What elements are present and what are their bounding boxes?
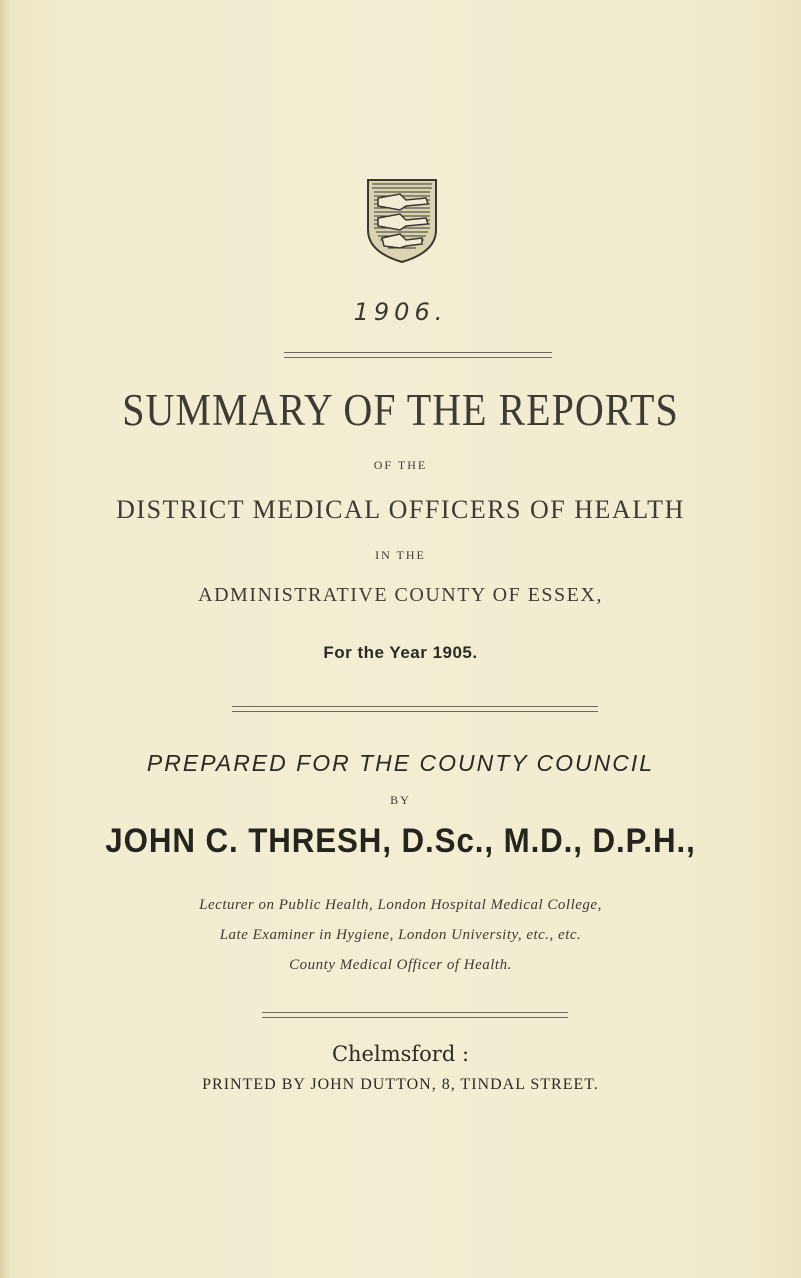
author-credential: Late Examiner in Hygiene, London University, etc., etc. — [219, 927, 582, 943]
title-connector: OF THE — [373, 458, 428, 472]
report-period: For the Year 1905. — [323, 643, 478, 662]
divider — [284, 352, 552, 358]
report-subject: DISTRICT MEDICAL OFFICERS OF HEALTH — [116, 495, 685, 524]
by-line: BY — [390, 793, 411, 807]
title-connector: IN THE — [375, 548, 426, 562]
author-credential: County Medical Officer of Health. — [289, 957, 512, 973]
publication-year: 1906. — [353, 298, 448, 326]
author-credential: Lecturer on Public Health, London Hospital Medical College, — [199, 897, 602, 913]
author-name: JOHN C. THRESH, D.Sc., M.D., D.P.H., — [105, 822, 696, 860]
report-county: ADMINISTRATIVE COUNTY OF ESSEX, — [198, 584, 603, 606]
prepared-for: PREPARED FOR THE COUNTY COUNCIL — [146, 750, 655, 776]
imprint-printer: PRINTED BY JOHN DUTTON, 8, TINDAL STREET. — [202, 1076, 599, 1093]
imprint-city: Chelmsford : — [331, 1042, 470, 1066]
report-title: SUMMARY OF THE REPORTS — [122, 383, 679, 436]
divider — [232, 706, 598, 712]
divider — [262, 1012, 568, 1018]
county-crest-shield-icon — [366, 178, 438, 264]
